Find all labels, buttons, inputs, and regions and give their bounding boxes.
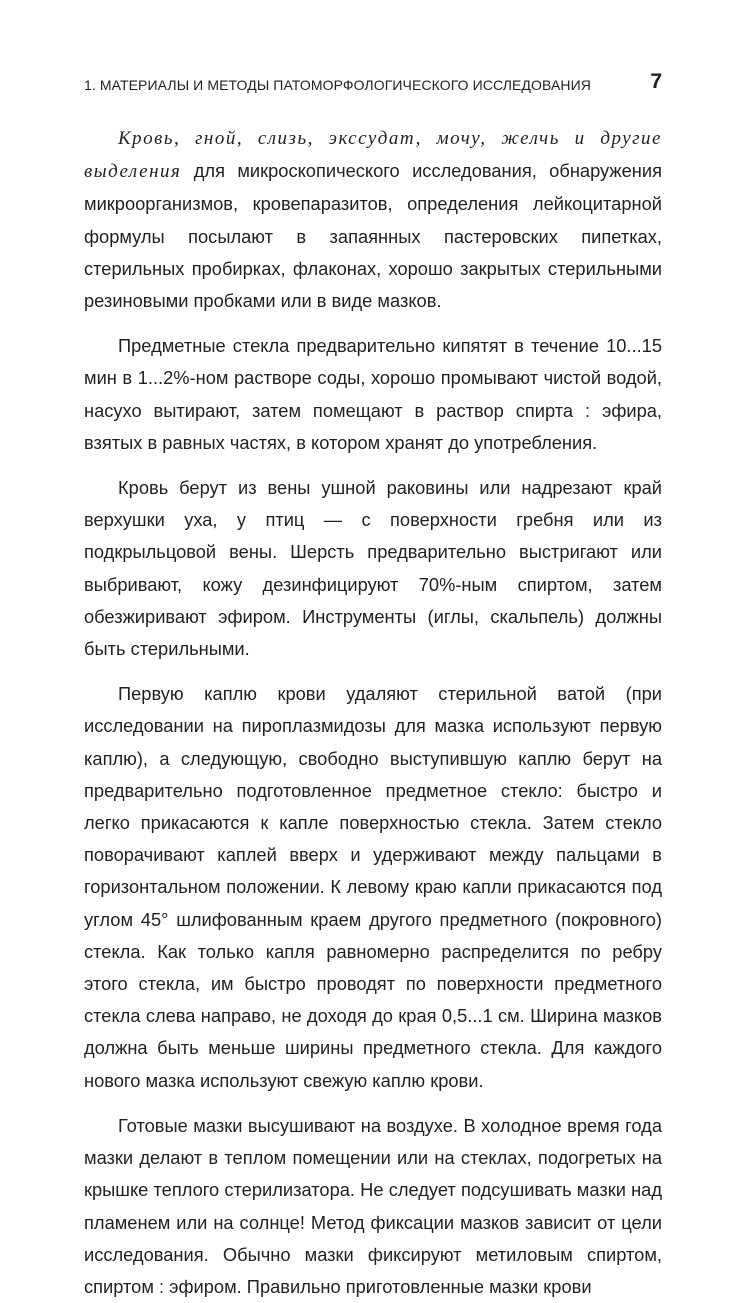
body-text bbox=[84, 122, 662, 1303]
paragraph-smear-technique: Первую каплю крови удаляют стерильной ватой (при исследовании на пироплазмидозы для мазка используют первую каплю), а следующую, свободно выступившую каплю берут на предварительно подготовленное предметное стекло: быстро и легко прикасаются к капле поверхностью стекла. Затем стекло поворачивают каплей вверх и удерживают между пальцами в горизонтальном положении. К левому краю капли прикасаются под углом 45° шлифованным краем другого предметного (покровного) стекла. Как только капля равномерно распределится по ребру этого стекла, им быстро проводят по поверхности предметного стекла слева направо, не доходя до края 0,5...1 см. Ширина мазков должна быть меньше ширины предметного стекла. Для каждого нового мазка используют свежую каплю крови. bbox=[84, 683, 662, 1091]
paragraph-text: для микроскопического исследования, обнаружения микроорганизмов, кровепаразитов, определения лейкоцитарной формулы посылают в запаянных пастеровских пипетках, стерильных пробирках, флаконах, хорошо закрытых стерильными резиновыми пробками или в виде мазков. bbox=[84, 160, 662, 312]
paragraph-specimens bbox=[84, 122, 662, 317]
paragraph-blood-collection: Кровь берут из вены ушной раковины или надрезают край верхушки уха, у птиц — с поверхности гребня или из подкрыльцовой вены. Шерсть предварительно выстригают или выбривают, кожу дезинфицируют 70%-ным спиртом, затем обезжиривают эфиром. Инструменты (иглы, скальпель) должны быть стерильными. bbox=[84, 477, 662, 660]
running-head: 1. МАТЕРИАЛЫ И МЕТОДЫ ПАТОМОРФОЛОГИЧЕСКОГО ИССЛЕДОВАНИЯ bbox=[84, 77, 591, 93]
page-header bbox=[84, 70, 662, 100]
page-number: 7 bbox=[650, 70, 662, 93]
paragraph-slides: Предметные стекла предварительно кипятят в течение 10...15 мин в 1...2%-ном растворе соды, хорошо промывают чистой водой, насухо вытирают, затем помещают в раствор спирта : эфира, взятых в равных частях, в котором хранят до употребления. bbox=[84, 335, 662, 453]
italic-lead-term: Кровь, гной, слизь, экссудат, мочу, желчь и другие выделения bbox=[84, 128, 662, 183]
paragraph-drying-fixation: Готовые мазки высушивают на воздухе. В холодное время года мазки делают в теплом помещении или на стеклах, подогретых на крышке теплого стерилизатора. Не следует подсушивать мазки над пламенем или на солнце! Метод фиксации мазков зависит от цели исследования. Обычно мазки фиксируют метиловым спиртом, спиртом : эфиром. Правильно приготовленные мазки крови bbox=[84, 1114, 662, 1297]
